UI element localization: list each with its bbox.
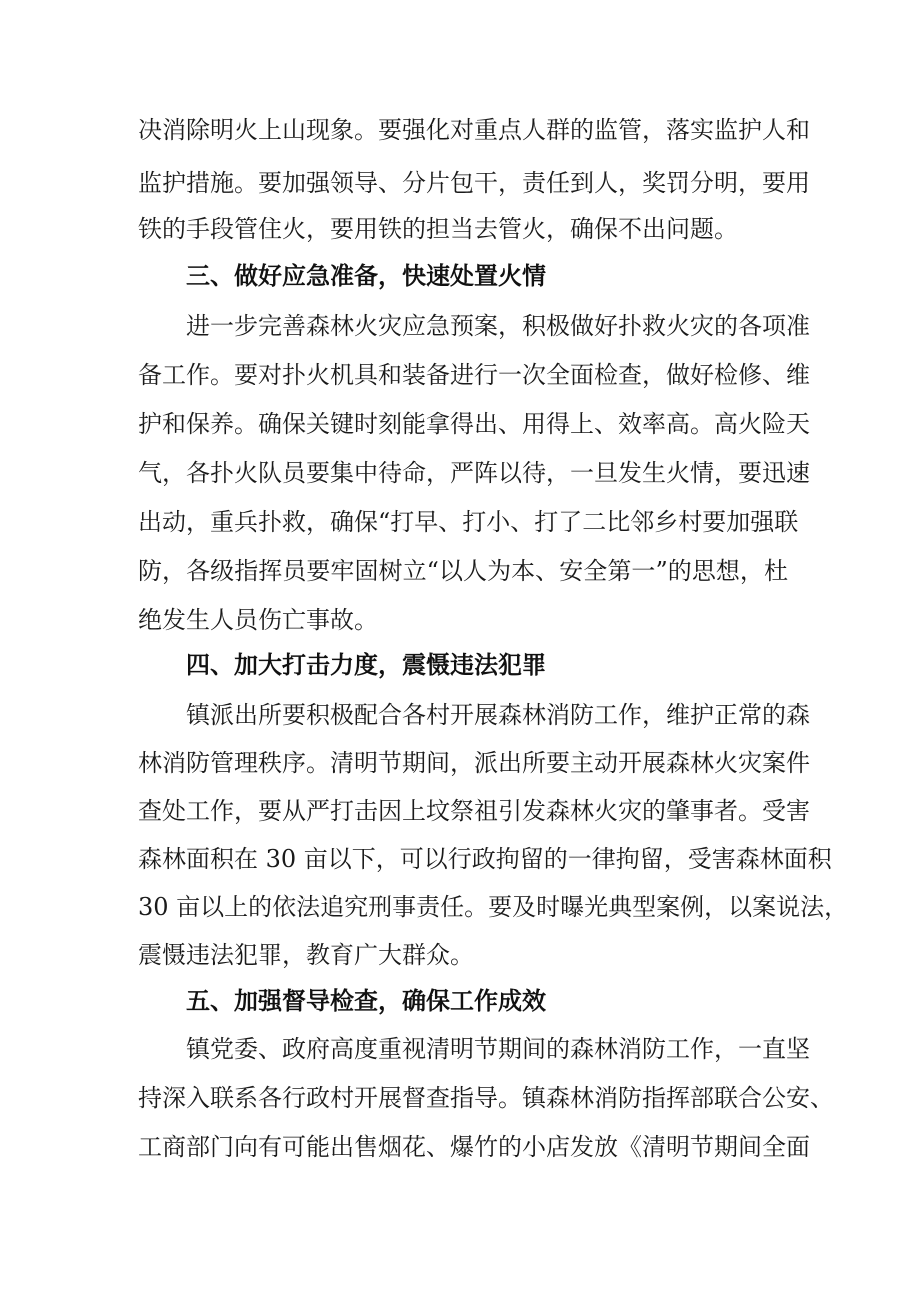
- section-heading-4: 四、加大打击力度，震慑违法犯罪: [186, 651, 546, 679]
- text-line: 出动，重兵扑救，确保“打早、打小、打了二比邻乡村要加强联: [138, 508, 799, 536]
- text-line: 气，各扑火队员要集中待命，严阵以待，一旦发生火情，要迅速: [138, 459, 810, 487]
- text-line: 镇党委、政府高度重视清明节期间的森林消防工作，一直坚: [186, 1035, 810, 1063]
- text-line: 防，各级指挥员要牢固树立“以人为本、安全第一”的思想，杜: [138, 557, 788, 585]
- text-line: 持深入联系各行政村开展督查指导。镇森林消防指挥部联合公安、: [138, 1084, 834, 1112]
- text-line: 查处工作，要从严打击因上坟祭祖引发森林火灾的肇事者。受害: [138, 797, 810, 825]
- text-line: 铁的手段管住火，要用铁的担当去管火，确保不出问题。: [138, 215, 738, 243]
- text-line: 工商部门向有可能出售烟花、爆竹的小店发放《清明节期间全面: [138, 1133, 810, 1161]
- section-heading-3: 三、做好应急准备，快速处置火情: [186, 262, 546, 290]
- text-line: 备工作。要对扑火机具和装备进行一次全面检查，做好检修、维: [138, 361, 810, 389]
- text-line: 震慑违法犯罪，教育广大群众。: [138, 941, 474, 969]
- text-line: 镇派出所要积极配合各村开展森林消防工作，维护正常的森: [186, 701, 810, 729]
- text-line: 进一步完善森林火灾应急预案，积极做好扑救火灾的各项准: [186, 312, 810, 340]
- section-heading-5: 五、加强督导检查，确保工作成效: [186, 987, 546, 1015]
- text-line: 30 亩以上的依法追究刑事责任。要及时曝光典型案例，以案说法，: [138, 893, 849, 921]
- text-line: 绝发生人员伤亡事故。: [138, 606, 378, 634]
- text-line: 监护措施。要加强领导、分片包干，责任到人，奖罚分明，要用: [138, 169, 810, 197]
- text-line: 森林面积在 30 亩以下，可以行政拘留的一律拘留，受害森林面积: [138, 845, 832, 873]
- text-line: 决消除明火上山现象。要强化对重点人群的监管，落实监护人和: [138, 116, 810, 144]
- text-line: 护和保养。确保关键时刻能拿得出、用得上、效率高。高火险天: [138, 410, 810, 438]
- text-line: 林消防管理秩序。清明节期间，派出所要主动开展森林火灾案件: [138, 749, 810, 777]
